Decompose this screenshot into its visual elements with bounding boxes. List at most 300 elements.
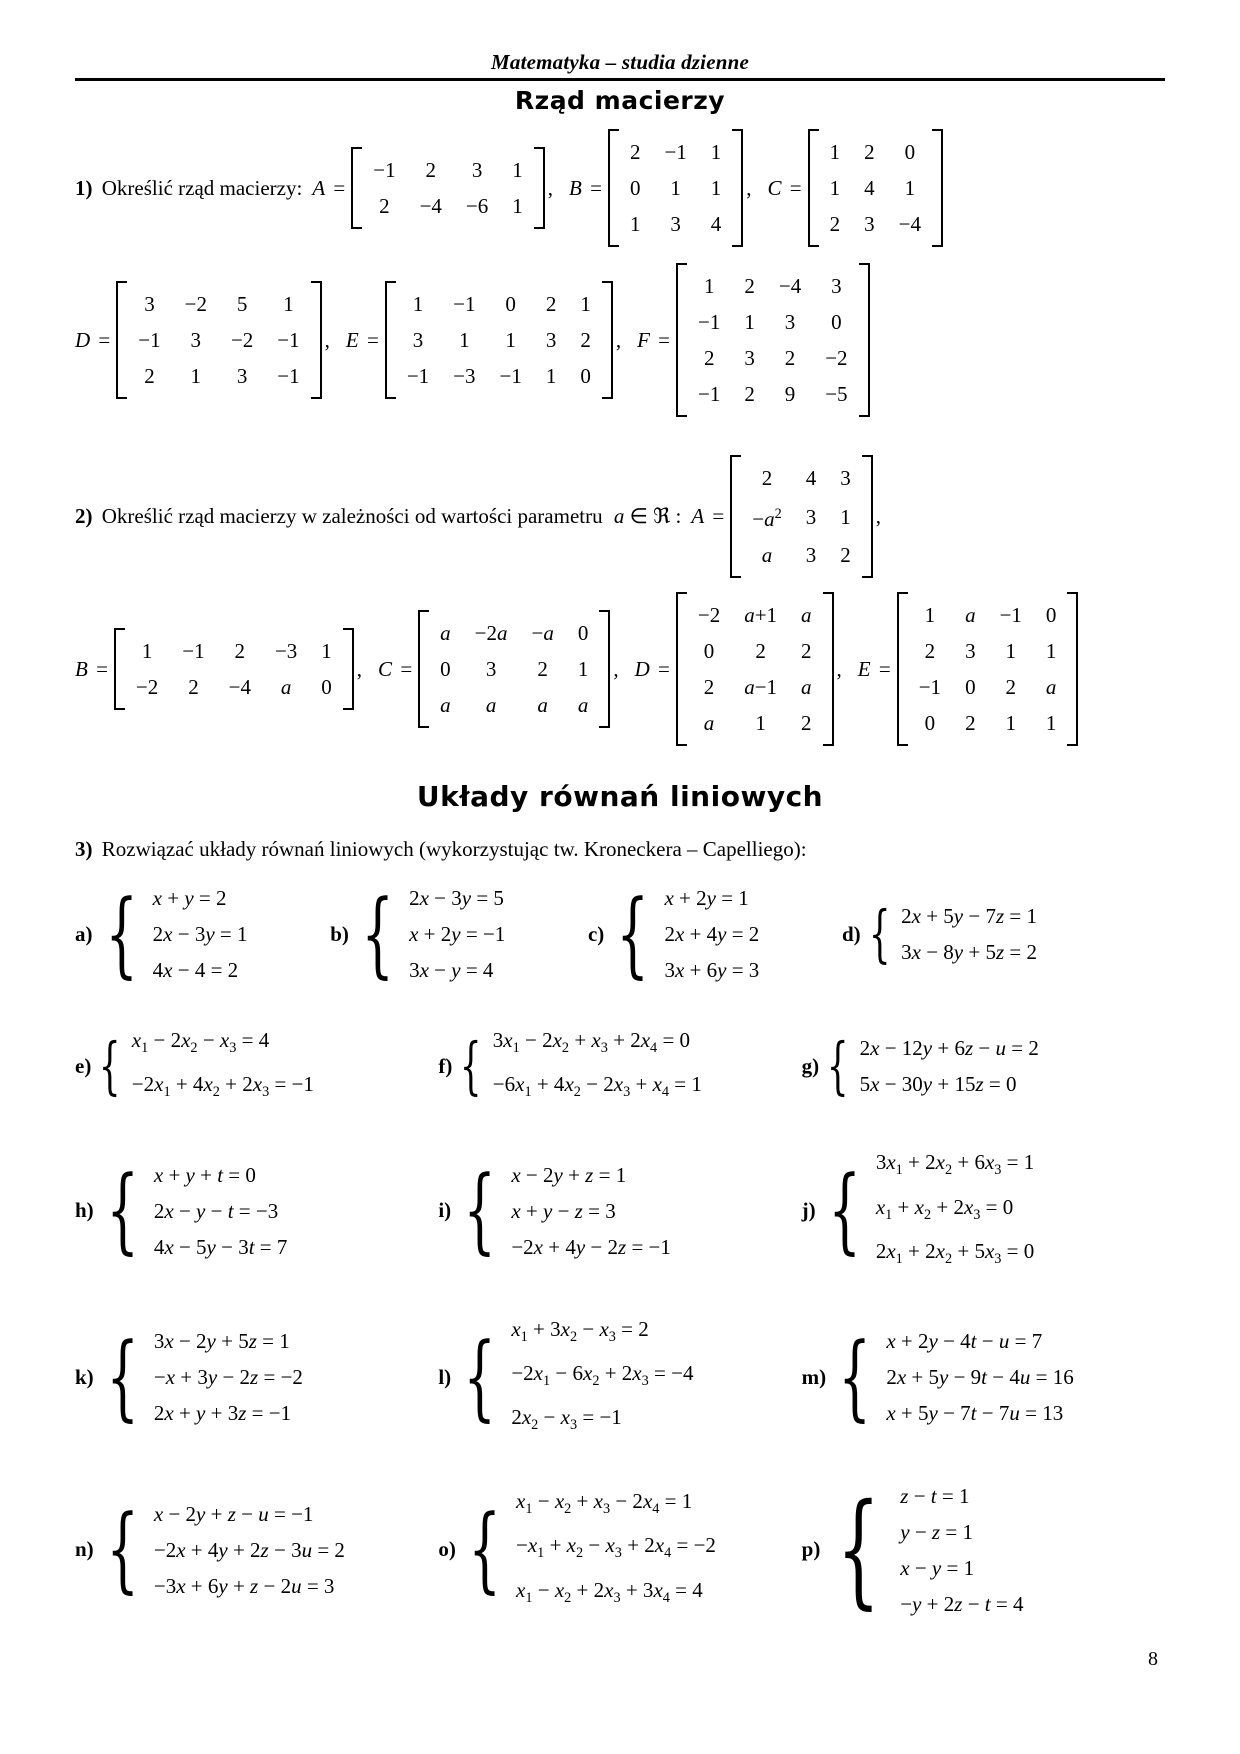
equation: 2x + y + 3z = −1	[153, 1401, 292, 1426]
matrix-cell: 1	[904, 176, 916, 200]
matrix-cell: 4	[710, 212, 722, 236]
equation: $3x_1 + 2x_2 + 6x_3 = 1$	[875, 1150, 1035, 1179]
matrix-cell: 1	[1005, 639, 1016, 663]
system-d	[842, 880, 1037, 988]
system-label: g)	[801, 1053, 820, 1078]
system-label: b)	[330, 921, 349, 946]
matrix-cell: 2	[761, 466, 773, 490]
matrix-grid	[126, 286, 311, 394]
problem-2-text: Określić rząd macierzy w zależności od wartości parametru	[101, 504, 603, 528]
matrix-cell: 1	[577, 657, 589, 681]
matrix-row	[361, 152, 535, 188]
matrix-cell: 2	[744, 382, 755, 406]
equation-list	[900, 1478, 1023, 1622]
matrix-cell: −1	[277, 364, 300, 388]
equation-list	[664, 880, 759, 988]
system-brace: {	[868, 897, 891, 970]
matrix-row	[686, 597, 824, 633]
matrix-cell: 1	[459, 328, 470, 352]
equation-list	[493, 1022, 702, 1110]
equation: 2x − 12y + 6z − u = 2	[859, 1036, 1039, 1061]
equation: x + 2y − 4t − u = 7	[886, 1329, 1043, 1354]
section-title-systems: Układy równań liniowych	[416, 780, 824, 813]
matrix-brackets	[730, 455, 872, 578]
equation: $-2x_1 + 4x_2 + 2x_3 = -1$	[131, 1072, 314, 1101]
system-label: f)	[438, 1053, 453, 1078]
matrix-cell: 2	[629, 140, 641, 164]
matrix-grid	[907, 597, 1069, 741]
matrix-cell: 1	[924, 603, 936, 627]
equation: x + 5y − 7t − 7u = 13	[886, 1401, 1064, 1426]
matrix-cell: 1	[512, 158, 523, 182]
matrix-cell: 1	[580, 292, 591, 316]
problem-3-statement	[75, 837, 1165, 862]
system-label: i)	[438, 1198, 452, 1223]
equation-list	[876, 1144, 1034, 1277]
matrix-cell: 4	[864, 176, 875, 200]
matrix-row	[740, 496, 862, 537]
matrix-cell: 9	[784, 382, 796, 406]
matrix-cell: −1	[453, 292, 476, 316]
matrix-row	[686, 304, 860, 340]
system-brace: {	[99, 1029, 121, 1103]
matrix-cell: 3	[831, 274, 842, 298]
matrix-cell: 3	[805, 543, 817, 567]
system-brace: {	[463, 1156, 497, 1265]
system-l	[438, 1311, 693, 1444]
matrix-C	[768, 129, 943, 247]
matrix-cell: −3	[453, 364, 476, 388]
system-brace: {	[838, 1322, 872, 1431]
system-brace: {	[616, 879, 650, 988]
matrix-brackets	[116, 281, 321, 399]
matrix-cell: 0	[965, 675, 976, 699]
matrix-D	[75, 281, 330, 399]
equation: $x_1 - x_2 + x_3 - 2x_4 = 1$	[516, 1489, 693, 1518]
system-label: k)	[75, 1364, 94, 1389]
comma-separator: ,	[356, 656, 363, 681]
matrix-cell: 1	[840, 504, 851, 529]
problem-1-text: Określić rząd macierzy:	[101, 175, 303, 200]
equation: $x_1 - 2x_2 - x_3 = 4$	[131, 1028, 270, 1057]
matrix-cell: −6	[465, 194, 489, 218]
matrix-cell: −3	[274, 639, 298, 663]
matrix-grid	[818, 134, 933, 242]
matrix-cell: 2	[234, 639, 246, 663]
matrix-cell: 2	[703, 675, 715, 699]
equation: −2x + 4y + 2z − 3u = 2	[153, 1537, 345, 1562]
matrix-grid	[124, 633, 344, 705]
matrix-cell: 0	[505, 292, 516, 316]
equation: x − 2y + z = 1	[511, 1162, 627, 1187]
matrix-cell: 2	[755, 639, 766, 663]
equation: x + y = 2	[152, 886, 227, 910]
matrix-cell: 3	[545, 328, 557, 352]
matrix-brackets	[676, 592, 834, 746]
problem-1-matrices-row-1	[312, 129, 959, 247]
equation: $2x_1 + 2x_2 + 5x_3 = 0$	[875, 1238, 1035, 1267]
matrix-grid	[740, 460, 862, 573]
equation: $3x_1 - 2x_2 + x_3 + 2x_4 = 0$	[492, 1028, 691, 1057]
matrix-cell: 0	[904, 140, 916, 164]
system-p	[802, 1478, 1024, 1622]
matrix-cell: −4	[778, 274, 802, 298]
matrix-cell: −1	[182, 639, 205, 663]
matrix-cell: a−1	[744, 675, 778, 699]
matrix-cell: 2	[829, 212, 841, 236]
equation: x + y − z = 3	[511, 1198, 616, 1223]
problem-1-label: 1)	[75, 175, 93, 200]
matrix-cell: 1	[545, 364, 557, 388]
problem-2-statement	[75, 504, 681, 529]
equation: −2x + 4y − 2z = −1	[511, 1234, 671, 1259]
matrix-cell: 2	[537, 657, 548, 681]
equation: x + y + t = 0	[153, 1162, 256, 1187]
matrix-cell: 0	[1045, 603, 1057, 627]
matrix-cell: −1	[664, 140, 687, 164]
matrix-cell: 3	[965, 639, 976, 663]
matrix-row	[428, 687, 600, 723]
matrix-row	[818, 134, 933, 170]
matrix-cell: −4	[419, 194, 442, 218]
matrix-row	[126, 322, 311, 358]
equation: 2x + 5y − 9t − 4u = 16	[886, 1365, 1074, 1390]
matrix-brackets	[418, 610, 610, 728]
matrix-cell: 1	[629, 212, 641, 236]
matrix-B	[569, 129, 752, 247]
matrix-cell: 2	[144, 364, 155, 388]
matrix-cell: 1	[670, 176, 681, 200]
system-brace: {	[460, 1029, 482, 1103]
matrix-cell: 2	[425, 158, 436, 182]
equation: 2x − y − t = −3	[153, 1198, 279, 1223]
matrix-C	[378, 610, 619, 728]
matrix-cell: 5	[236, 292, 248, 316]
equation: z − t = 1	[900, 1483, 970, 1508]
equation: y − z = 1	[900, 1519, 973, 1544]
matrix-D	[635, 592, 842, 746]
matrix-cell: a	[280, 675, 292, 699]
matrix-cell: 1	[412, 292, 424, 316]
problem-2-matrices-row-1	[691, 455, 897, 578]
system-m	[802, 1311, 1074, 1444]
matrix-A	[691, 455, 881, 578]
matrix-cell: −1	[406, 364, 430, 388]
matrix-cell: 2	[580, 328, 591, 352]
matrix-cell: −2	[230, 328, 254, 352]
comma-separator: ,	[615, 327, 622, 352]
matrix-cell: 3	[864, 212, 875, 236]
matrix-name: E =	[345, 327, 379, 352]
equation: x + 2y = −1	[409, 922, 506, 946]
header-title: Matematyka – studia dzienne	[491, 50, 749, 74]
equation-list	[901, 898, 1037, 970]
matrix-name: A =	[312, 175, 346, 200]
system-brace: {	[106, 1495, 139, 1603]
matrix-row	[361, 188, 535, 224]
problem-2-label: 2)	[75, 504, 93, 528]
equation-list	[511, 1157, 671, 1265]
system-i	[438, 1144, 671, 1277]
matrix-cell: 2	[784, 346, 796, 370]
matrix-row	[686, 376, 860, 412]
matrix-cell: 0	[703, 639, 715, 663]
matrix-grid	[686, 268, 860, 412]
system-b	[330, 880, 505, 988]
system-label: l)	[438, 1364, 452, 1389]
equation: 5x − 30y + 15z = 0	[859, 1072, 1017, 1097]
matrix-cell: 1	[703, 274, 715, 298]
matrix-cell: 0	[577, 621, 589, 645]
problem-2-line-1	[75, 455, 1165, 578]
comma-separator: ,	[836, 656, 842, 681]
matrix-row	[907, 597, 1069, 633]
matrix-cell: −2	[825, 346, 848, 370]
system-c	[588, 880, 759, 988]
matrix-cell: −1	[698, 310, 721, 334]
matrix-brackets	[351, 147, 545, 229]
matrix-row	[818, 170, 933, 206]
matrix-cell: a	[440, 621, 451, 645]
matrix-name: B =	[569, 175, 602, 200]
matrix-row	[395, 322, 603, 358]
equation-list	[886, 1323, 1073, 1431]
matrix-name: A =	[691, 504, 725, 528]
comma-separator: ,	[613, 656, 619, 681]
matrix-cell: 0	[831, 310, 842, 334]
matrix-cell: 1	[321, 639, 332, 663]
matrix-name: B =	[75, 656, 108, 681]
matrix-cell: 1	[829, 140, 841, 164]
matrix-row	[907, 705, 1069, 741]
system-label: e)	[75, 1053, 92, 1078]
problem-3-label: 3)	[75, 837, 93, 861]
matrix-name: C =	[767, 175, 802, 200]
system-n	[75, 1478, 345, 1622]
system-brace: {	[468, 1495, 501, 1603]
matrix-cell: 4	[805, 466, 817, 490]
system-label: c)	[587, 921, 605, 946]
matrix-row	[428, 651, 600, 687]
system-label: a)	[75, 921, 93, 946]
matrix-cell: −a	[531, 621, 554, 645]
matrix-cell: −2	[135, 675, 159, 699]
system-k	[75, 1311, 303, 1444]
matrix-cell: −4	[898, 212, 921, 236]
matrix-name: D =	[634, 656, 670, 681]
matrix-brackets	[676, 263, 870, 417]
systems-row	[75, 1144, 1165, 1277]
equation: $x_1 + x_2 + 2x_3 = 0$	[875, 1194, 1014, 1223]
systems-grid	[75, 880, 1165, 1622]
matrix-E	[858, 592, 1079, 746]
matrix-row	[686, 669, 824, 705]
matrix-cell: 0	[440, 657, 451, 681]
matrix-cell: 3	[412, 328, 424, 352]
matrix-cell: 3	[670, 212, 681, 236]
equation: $x_1 - x_2 + 2x_3 + 3x_4 = 4$	[516, 1577, 703, 1606]
matrix-row	[907, 633, 1069, 669]
system-label: h)	[75, 1198, 94, 1223]
systems-row	[75, 1478, 1165, 1622]
matrix-row	[740, 460, 862, 496]
systems-row	[75, 1311, 1165, 1444]
system-label: j)	[801, 1198, 816, 1223]
comma-separator: ,	[875, 504, 881, 528]
matrix-cell: 1	[1045, 639, 1057, 663]
system-label: d)	[841, 921, 861, 946]
system-h	[75, 1144, 287, 1277]
matrix-cell: 3	[236, 364, 248, 388]
matrix-row	[126, 358, 311, 394]
equation: $2x_2 - x_3 = -1$	[511, 1405, 622, 1434]
matrix-cell: 3	[784, 310, 796, 334]
matrix-A	[312, 147, 553, 229]
matrix-cell: 2	[188, 675, 199, 699]
system-a	[75, 880, 248, 988]
comma-separator: ,	[746, 175, 752, 200]
matrix-cell: 1	[829, 176, 841, 200]
system-j	[802, 1144, 1035, 1277]
matrix-cell: a	[801, 675, 812, 699]
matrix-cell: 2	[801, 711, 812, 735]
equation-list	[154, 1157, 288, 1265]
matrix-B	[75, 628, 362, 710]
matrix-cell: −1	[138, 328, 161, 352]
matrix-cell: a	[761, 543, 773, 567]
matrix-cell: −5	[825, 382, 848, 406]
equation-list	[132, 1022, 314, 1110]
comma-separator: ,	[547, 175, 554, 200]
matrix-cell: 1	[755, 711, 766, 735]
matrix-cell: 0	[924, 711, 936, 735]
matrix-row	[618, 170, 733, 206]
matrix-E	[346, 281, 621, 399]
matrix-cell: 1	[1005, 711, 1016, 735]
matrix-name: E =	[857, 656, 891, 681]
system-label: p)	[801, 1537, 821, 1561]
matrix-cell: −1	[918, 675, 942, 699]
matrix-row	[126, 286, 311, 322]
equation: −3x + 6y + z − 2u = 3	[153, 1573, 335, 1598]
matrix-cell: −1	[499, 364, 522, 388]
matrix-cell: a	[801, 603, 812, 627]
matrix-row	[395, 358, 603, 394]
matrix-cell: −1	[277, 328, 300, 352]
system-o	[438, 1478, 716, 1622]
equation: x + 2y = 1	[664, 886, 749, 910]
equation: $-6x_1 + 4x_2 - 2x_3 + x_4 = 1$	[492, 1072, 702, 1101]
matrix-cell: a	[440, 693, 451, 717]
matrix-row	[818, 206, 933, 242]
system-brace: {	[837, 1477, 881, 1622]
system-brace: {	[827, 1156, 861, 1265]
equation: 3x − 2y + 5z = 1	[153, 1329, 290, 1354]
problem-2-parameter: a ∈ ℜ :	[613, 504, 682, 528]
matrix-cell: 1	[710, 176, 722, 200]
matrix-cell: a	[965, 603, 976, 627]
matrix-brackets	[385, 281, 613, 399]
matrix-cell: −2	[697, 603, 721, 627]
system-f	[438, 1022, 702, 1110]
equation: 2x + 4y = 2	[664, 922, 760, 946]
matrix-cell: 3	[840, 466, 851, 490]
system-brace: {	[106, 1156, 139, 1265]
section-title-rank: Rząd macierzy	[514, 86, 726, 115]
system-g	[802, 1022, 1039, 1110]
matrix-row	[124, 633, 344, 669]
problem-1-line-1	[75, 129, 1165, 247]
matrix-grid	[618, 134, 733, 242]
page-header	[75, 50, 1165, 81]
matrix-cell: 1	[190, 364, 202, 388]
matrix-row	[907, 669, 1069, 705]
matrix-name: C =	[378, 656, 413, 681]
matrix-row	[686, 705, 824, 741]
matrix-row	[618, 206, 733, 242]
matrix-brackets	[114, 628, 354, 710]
equation: 2x − 3y = 1	[152, 922, 248, 946]
matrix-cell: 1	[1045, 711, 1057, 735]
matrix-cell: 3	[485, 657, 497, 681]
equation-list	[154, 1496, 345, 1604]
equation: x − 2y + z − u = −1	[153, 1501, 314, 1526]
equation: 3x − 8y + 5z = 2	[901, 940, 1037, 964]
equation: $-x_1 + x_2 - x_3 + 2x_4 = -2$	[516, 1533, 716, 1562]
matrix-cell: 1	[283, 292, 294, 316]
matrix-cell: −2a	[474, 621, 508, 645]
matrix-row	[740, 537, 862, 573]
matrix-cell: a	[485, 693, 497, 717]
matrix-brackets	[608, 129, 743, 247]
matrix-cell: a	[1045, 675, 1057, 699]
matrix-cell: 3	[744, 346, 755, 370]
matrix-cell: 2	[545, 292, 557, 316]
equation-list	[153, 880, 248, 988]
equation-list	[516, 1483, 716, 1616]
matrix-grid	[395, 286, 603, 394]
problem-1-line-2	[75, 263, 1165, 417]
matrix-brackets	[808, 129, 943, 247]
matrix-F	[637, 263, 869, 417]
matrix-grid	[686, 597, 824, 741]
equation: −y + 2z − t = 4	[900, 1591, 1024, 1616]
matrix-cell: 2	[801, 639, 812, 663]
matrix-cell: 2	[379, 194, 390, 218]
matrix-cell: a+1	[744, 603, 778, 627]
matrix-row	[428, 615, 600, 651]
matrix-cell: 2	[924, 639, 936, 663]
equation-list	[511, 1311, 693, 1444]
problem-2-matrices-row-2	[75, 592, 1094, 746]
matrix-cell: 2	[1005, 675, 1016, 699]
matrix-row	[124, 669, 344, 705]
equation-list	[409, 880, 505, 988]
matrix-cell: 1	[505, 328, 516, 352]
equation: x − y = 1	[900, 1555, 975, 1580]
matrix-cell: a	[537, 693, 548, 717]
matrix-name: F =	[637, 327, 671, 352]
page-number: 8	[1148, 1648, 1158, 1670]
equation: −x + 3y − 2z = −2	[153, 1365, 303, 1390]
matrix-row	[395, 286, 603, 322]
system-brace: {	[463, 1322, 497, 1431]
equation: 3x + 6y = 3	[664, 958, 760, 982]
matrix-cell: a	[703, 711, 715, 735]
matrix-cell: −2	[184, 292, 207, 316]
matrix-cell: 2	[703, 346, 715, 370]
systems-row	[75, 880, 1165, 988]
